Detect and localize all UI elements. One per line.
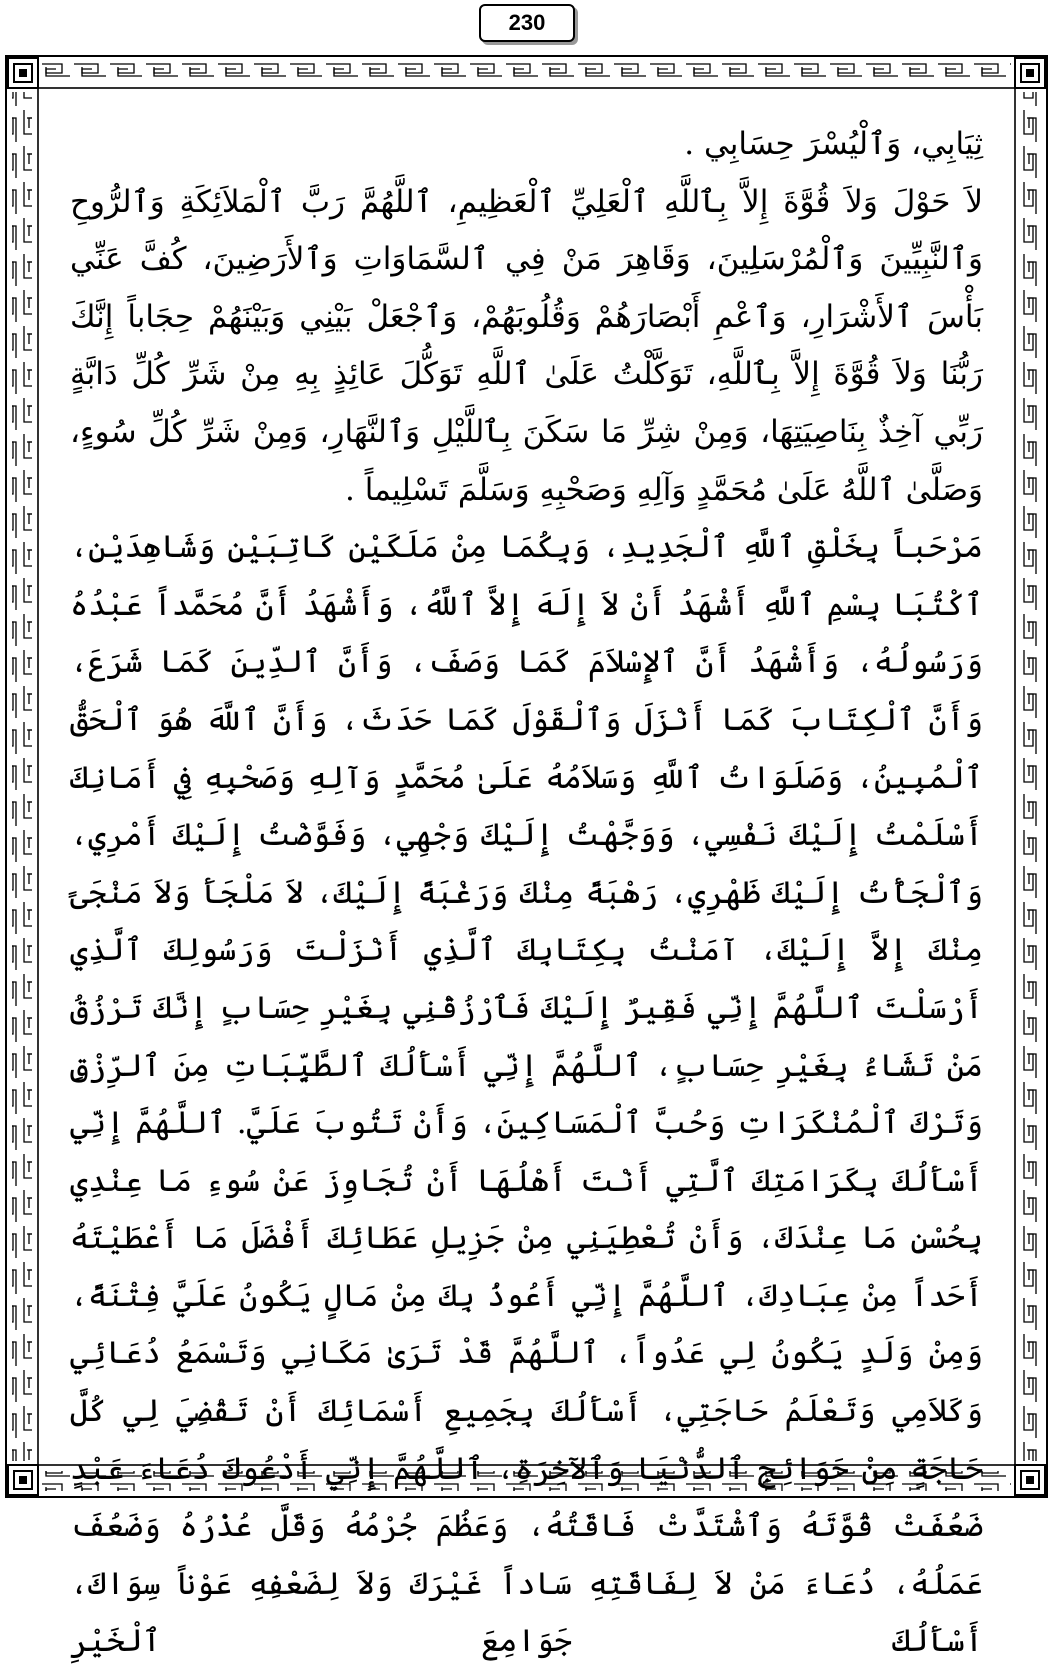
border-top-key-pattern bbox=[42, 62, 1011, 82]
page-content bbox=[70, 116, 983, 1660]
paragraph-2: لاَ حَوْلَ وَلاَ قُوَّةَ إِلاَّ بِٱللَّهِ ٱلْعَلِيِّ ٱلْعَظِيمِ، ٱللَّهُمَّ رَبَّ ٱلْمَلاَئِكَةِ وَٱلرُّوحِ وَٱلنَّبِيِّينَ وَٱلْمُرْسَلِينَ، وَقَاهِرَ مَنْ فِي ٱلسَّمَاوَاتِ وَٱلأَرَضِينَ، كُفَّ عَنِّي بَأْسَ ٱلأَشْرَارِ، وَٱعْمِ أَبْصَارَهُمْ وَقُلُوبَهُمْ، وَٱجْعَلْ بَيْنِي وَبَيْنَهُمْ حِجَاباً إِنَّكَ رَبُّنَا وَلاَ قُوَّةَ إِلاَّ بِٱللَّهِ، تَوَكَّلْتُ عَلَىٰ ٱللَّهِ تَوَكُّلَ عَائِذٍ بِهِ مِنْ شَرِّ كُلِّ دَابَّةٍ رَبِّي آخِذٌ بِنَاصِيَتِهَا، وَمِنْ شِرِّ مَا سَكَنَ بِٱللَّيْلِ وَٱلنَّهَارِ، وَمِنْ شَرِّ كُلِّ سُوءٍ، وَصَلَّىٰ ٱللَّهُ عَلَىٰ مُحَمَّدٍ وَآلِهِ وَصَحْبِهِ وَسَلَّمَ تَسْلِيماً . bbox=[70, 183, 983, 508]
page-number: 230 bbox=[479, 4, 575, 42]
paragraph-1: ثِيَابِي، وَٱلْيُسْرَ حِسَابِي . bbox=[684, 126, 983, 162]
border-left-key-pattern bbox=[12, 92, 32, 1461]
paragraph-3: مَرْحَباً بِخَلْقِ ٱللَّهِ ٱلْجَدِيدِ، وَبِكُمَا مِنْ مَلَكَيْنِ كَاتِبَيْنِ وَشَاهِدَيْنِ، ٱكْتُبَا بِسْمِ ٱللَّهِ أَشْهَدُ أَنْ لاَ إِلَهَ إِلاَّ ٱللَّهُ، وَأَشْهَدُ أَنَّ مُحَمَّداً عَبْدُهُ وَرَسُولُهُ، وَأَشْهَدُ أَنَّ ٱلإِسْلاَمَ كَمَا وَصَفَ، وَأَنَّ ٱلدِّينَ كَمَا شَرَعَ، وَأَنَّ ٱلْكِتَابَ كَمَا أَنْزَلَ وَٱلْقَوْلَ كَمَا حَدَثَ، وَأَنَّ ٱللَّهَ هُوَ ٱلْحَقُّ ٱلْمُبِينُ، وَصَلَوَاتُ ٱللَّهِ وَسَلاَمُهُ عَلَىٰ مُحَمَّدٍ وَآلِهِ وَصَحْبِهِ فِي أَمَانِكَ أَسْلَمْتُ إِلَيْكَ نَفْسِي، وَوَجَّهْتُ إِلَيْكَ وَجْهِي، وَفَوَّضْتُ إِلَيْكَ أَمْرِي، وَٱلْجَأْتُ إِلَيْكَ ظَهْرِي، رَهْبَةً مِنْكَ وَرَغْبَةً إِلَيْكَ، لاَ مَلْجَأَ وَلاَ مَنْجَىً مِنْكَ إِلاَّ إِلَيْكَ، آمَنْتُ بِكِتَابِكَ ٱلَّذِي أَنْزَلْتَ وَرَسُولِكَ ٱلَّذِي أَرْسَلْتَ ٱللَّهُمَّ إِنِّي فَقِيرٌ إِلَيْكَ فَٱرْزُقْنِي بِغَيْرِ حِسَابٍ إِنَّكَ تَرْزُقُ مَنْ تَشَاءُ بِغَيْرِ حِسَابٍ، ٱللَّهُمَّ إِنِّي أَسْأَلُكَ ٱلطَّيِّبَاتِ مِنَ ٱلرِّزْقِ وَتَرْكَ ٱلْمُنْكَرَاتِ وَحُبَّ ٱلْمَسَاكِينَ، وَأَنْ تَتُوبَ عَلَيَّ. ٱللَّهُمَّ إِنِّي أَسْأَلُكَ بِكَرَامَتِكَ ٱلَّتِي أَنْتَ أَهْلُهَا أَنْ تُجَاوِزَ عَنْ سُوءِ مَا عِنْدِي بِحُسْنِ مَا عِنْدَكَ، وَأَنْ تُعْطِيَنِي مِنْ جَزِيلِ عَطَائِكَ أَفْضَلَ مَا أَعْطَيْتَهُ أَحَداً مِنْ عِبَادِكَ، ٱللَّهُمَّ إِنِّي أَعُوذُ بِكَ مِنْ مَالٍ يَكُونُ عَلَيَّ فِتْنَةً، وَمِنْ وَلَدٍ يَكُونُ لِي عَدُواً، ٱللَّهُمَّ قَدْ تَرَىٰ مَكَانِي وَتَسْمَعُ دُعَائِي وَكَلاَمِي وَتَعْلَمُ حَاجَتِي، أَسْأَلُكَ بِجَمِيعِ أَسْمَائِكَ أَنْ تَقْضِيَ لِي كُلَّ حَاجَةٍ مِنْ حَوَائِجِ ٱلدُّنْيَا وَٱلآخِرَةِ، ٱللَّهُمَّ إِنِّي أَدْعُوكَ دُعَاءَ عَبْدٍ ضَعُفَتْ قُوَّتَهُ وَٱشْتَدَّتْ فَاقَتُهُ، وَعَظُمَ جُرْمُهُ وَقَلَّ عُذْرُهُ وَضَعُفَ عَمَلُهُ، دُعَاءَ مَنْ لاَ لِفَاقَتِهِ سَاداً غَيْرَكَ وَلاَ لِضَعْفِهِ عَوْناً سِوَاكَ، أَسْأَلُكَ جَوَامِعَ ٱلْخَيْرِ bbox=[70, 529, 983, 1660]
border-right-key-pattern bbox=[1021, 92, 1041, 1461]
corner-ornament-top-right bbox=[1015, 58, 1045, 88]
corner-ornament-bottom-left bbox=[8, 1465, 38, 1495]
corner-ornament-top-left bbox=[8, 58, 38, 88]
corner-ornament-bottom-right bbox=[1015, 1465, 1045, 1495]
